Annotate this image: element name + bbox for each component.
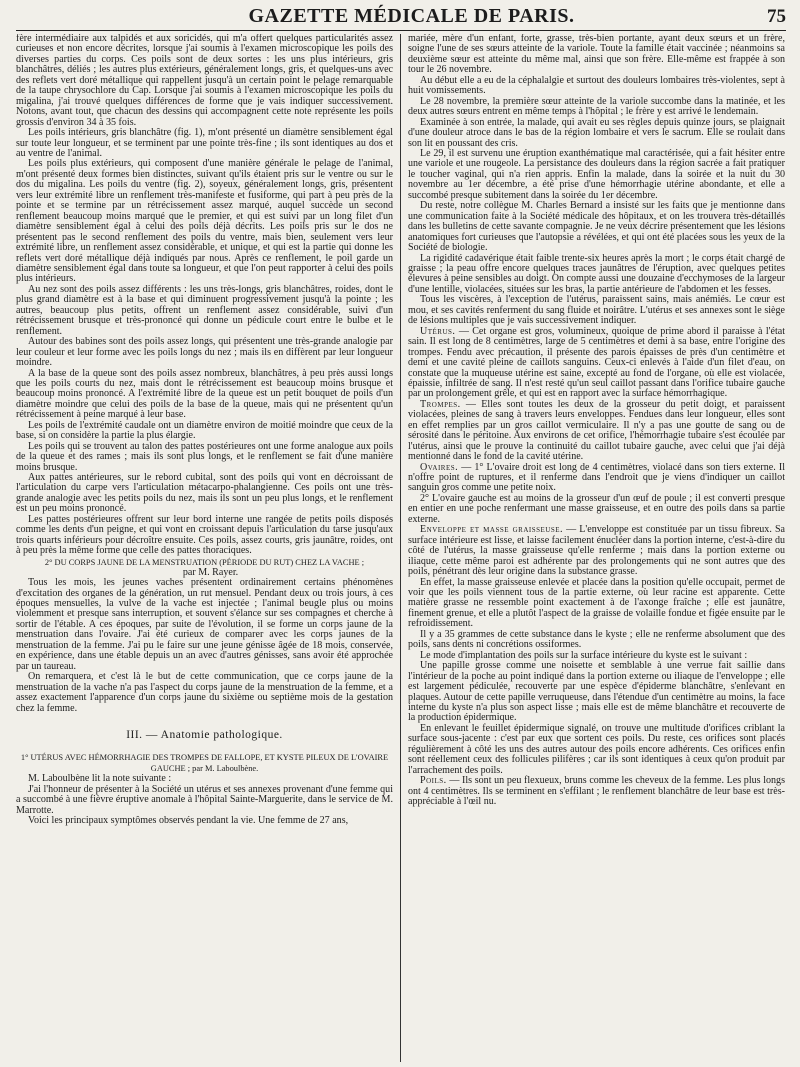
- paragraph: Une papille grosse comme une noisette et semblable à une verrue fait saillie dans l'intérieur de la poche au point indiqué dans la portion externe ou iliaque de l'enveloppe ; elle est largement pédiculée, recouverte par une espèce d'épiderme blanchâtre, s'enlevant en plaques. Autour de cette papille verruqueuse, dans l'étendue d'un centimètre au moins, la face interne du kyste n'a plus son aspect lisse ; mais elle est de même blanchâtre et recouverte de la production épidermique.: [408, 660, 785, 724]
- paragraph-label: Utérus.: [420, 325, 456, 337]
- paragraph: Autour des babines sont des poils assez longs, qui présentent une très-grande analogie par leur couleur et leur forme avec les poils longs du nez ; mais ils en diffèrent par leur longueur moindre.: [16, 336, 393, 369]
- paragraph: mariée, mère d'un enfant, forte, grasse, très-bien portante, ayant deux sœurs et un frère, soigne l'une de ses sœurs atteinte de la variole. Toute la famille était vaccinée ; néanmoins sa deuxième sœur est atteinte du même mal, ainsi que son frère. Elle-même est frappée à son tour le 26 novembre.: [408, 34, 785, 76]
- paragraph: Les pattes postérieures offrent sur leur bord interne une rangée de petits poils disposés comme les dents d'un peigne, et qui vont en croissant depuis l'articulation du tarse jusqu'aux trois quarts inférieurs pour décroître ensuite. Ces poils, assez courts, gris jaunâtre, roides, ont à peu près la même forme que celle des pattes thoraciques.: [16, 513, 393, 557]
- paragraph: En enlevant le feuillet épidermique signalé, on trouve une multitude d'orifices criblant la surface sous-jacente : c'est par eux que sortent ces poils. Du reste, ces orifices sont placés régulièrement à côté les uns des autres autour des poils encore adhérents. Ces orifices enfin sont réellement ceux des follicules pilifères ; car ils sont identiques à ceux qu'on produit par l'arrachement des poils.: [408, 722, 785, 776]
- left-column: [16, 34, 393, 1062]
- paragraph: Aux pattes antérieures, sur le rebord cubital, sont des poils qui vont en décroissant de l'articulation du carpe vers l'articulation métacarpo-phalangienne. Ces poils ont une très-grande analogie avec les petits poils du nez, mais ils sont un peu plus longs, et le renflement est un peu moins prononcé.: [16, 472, 393, 515]
- paragraph: A la base de la queue sont des poils assez nombreux, blanchâtres, à peu près aussi longs que les poils courts du nez, mais dont le rétrécissement est beaucoup moins brusque et beaucoup moins prononcé. A l'extrémité libre de la queue est un petit bouquet de poils d'un diamètre moindre que celui des poils de la base de la queue, mais qui ne présentent qu'un rétrécissement à peine marqué à leur base.: [16, 367, 393, 421]
- section-author: par M. Rayer.: [182, 566, 239, 578]
- page-header: [16, 0, 786, 31]
- paragraph: J'ai l'honneur de présenter à la Société un utérus et ses annexes provenant d'une femme qui a succombé à une fièvre éruptive anomale à l'hôpital Sainte-Marguerite, dans le service de M. Marrotte.: [16, 783, 393, 816]
- paragraph: Voici les principaux symptômes observés pendant la vie. Une femme de 27 ans,: [28, 815, 349, 827]
- paragraph: Les poils de l'extrémité caudale ont un diamètre environ de moitié moindre que ceux de la base, si on considère la partie la plus élargie.: [16, 419, 393, 442]
- paragraph-label: Trompes.: [420, 398, 461, 410]
- paragraph: [408, 400, 785, 463]
- paragraph: Examinée à son entrée, la malade, qui avait eu ses règles depuis quinze jours, se plaignait d'une douleur atroce dans le bas de la région lombaire et vers le sacrum. Elle se roulait dans son lit en poussant des cris.: [408, 116, 785, 149]
- paragraph: fère intermédiaire aux talpidés et aux soricidés, qui m'a offert quelques particularités assez curieuses et non encore décrites, lorsque j'ai soumis à l'examen microscopique les poils des diverses parties du corps. Ces poils sont de deux sortes : les uns plus intérieurs, gris blanchâtres, déliés ; les autres plus extérieurs, généralement longs, gris, et quelques-uns avec des reflets vert doré métallique qui rappellent jusqu'à un certain point le pelage remarquable de la taupe chrysochlore du Cap. Lorsque j'ai soumis à l'examen microscopique les poils du migalina, j'ai trouvé quelques différences de forme que je vais indiquer successivement. Notons, avant tout, que chacun des dessins qui accompagnent cette note représente les poils grossis d'environ 34 à 35 fois.: [16, 34, 393, 128]
- paragraph-label: Enveloppe et masse graisseuse.: [420, 524, 564, 536]
- running-title: GAZETTE MÉDICALE DE PARIS.: [248, 5, 575, 27]
- paragraph-text: — Elles sont toutes les deux de la grosseur du petit doigt, et paraissent violacées, pleines de sang à travers leurs enveloppes. Fendues dans leur longueur, elles sont en effet remplies par un gros caillot vermiculaire. Il n'y a pas une goutte de sang ou de sérosité dans le péritoine. Aux environs de cet orifice, l'hémorrhagie tubaire s'est écoulée par l'utérus, ainsi que le prouve la continuité du caillot tubaire gauche, avec celui que j'ai déjà mentionné dans le fond de la cavité utérine.: [408, 398, 785, 463]
- paragraph: [408, 327, 785, 400]
- paragraph-text: — Cet organe est gros, volumineux, quoique de prime abord il paraisse à l'état sain. Il est long de 8 centimètres, large de 5 centimètres et demi à sa base, entre l'origine des trompes. Fendu avec précaution, il présente des parois épaisses de près d'un centimètre et demi et une cavité pleine de caillots sanguins. Ceux-ci enlevés à l'aide d'un filet d'eau, on constate que la muqueuse utérine est saine, excepté au fond de l'organe, où elle est violacée, épaissie, infiltrée de sang. Il n'est resté qu'un seul caillot passant dans l'orifice tubaire gauche par un prolongement grêle, et qui est en rapport avec la surface hémorrhagique.: [408, 325, 785, 400]
- paragraph: Tous les viscères, à l'exception de l'utérus, paraissent sains, mais anémiés. Le cœur est mou, et ses cavités renferment du sang fluide et noirâtre. L'utérus et ses annexes sont le siège de lésions multiples que je vais successivement indiquer.: [408, 294, 785, 327]
- section-heading: 2° DU CORPS JAUNE DE LA MENSTRUATION (PÉRIODE DU RUT) CHEZ LA VACHE ;: [44, 557, 365, 567]
- paragraph: [408, 463, 785, 494]
- paragraph: La rigidité cadavérique était faible trente-six heures après la mort ; le corps était chargé de graisse ; la peau offre encore quelques traces jaunâtres de l'éruption, avec quelques petites élevures à peine sensibles au doigt. On compte aussi une douzaine d'ecchymoses de la largeur d'une lentille, violacées, situées sur les bras, la partie antérieure de l'abdomen et les fesses.: [408, 252, 785, 295]
- paragraph: Les poils intérieurs, gris blanchâtre (fig. 1), m'ont présenté un diamètre sensiblement égal sur toute leur longueur, et se terminent par une pointe très-fine ; ils sont identiques au dos et au ventre de l'animal.: [16, 127, 393, 159]
- paragraph-label: Poils.: [420, 775, 447, 787]
- chapter-heading: III. — Anatomie pathologique.: [126, 729, 283, 741]
- paragraph: En effet, la masse graisseuse enlevée et placée dans la position qu'elle occupait, permet de voir que les poils viennent tous de la partie externe, où leur racine est apparente. Cette matière grasse ne ressemble point exactement à de l'axonge fraîche ; elle est jaunâtre, finement grenue, et elle a plutôt l'aspect de la graisse de volaille fondue et figée ensuite par le refroidissement.: [408, 576, 785, 630]
- page-number: 75: [767, 6, 786, 27]
- paragraph: [408, 525, 785, 577]
- paragraph: Du reste, notre collègue M. Charles Bernard a insisté sur les faits que je mentionne dans une communication faite à la Société médicale des hôpitaux, et on les trouvera très-détaillés dans les bulletins de cette savante compagnie. Je ne veux décrire présentement que les lésions anatomiques fort curieuses que l'autopsie a révélées, et qui ont été placées sous les yeux de la Société de biologie.: [408, 200, 785, 254]
- paragraph: Il y a 35 grammes de cette substance dans le kyste ; elle ne renferme absolument que des poils, sans dents ni concrétions ossiformes.: [408, 628, 785, 651]
- paragraph: M. Laboulbène lit la note suivante :: [28, 773, 172, 785]
- paragraph: Au nez sont des poils assez différents : les uns très-longs, gris blanchâtres, roides, dont le plus grand diamètre est à la base et qui diminuent progressivement jusqu'à la pointe ; les autres, beaucoup plus petits, offrent un renflement assez considérable, suivi d'un rétrécissement brusque et très-prononcé qui donne un pédicule court entre le bulbe et le renflement.: [16, 283, 393, 337]
- paragraph: Le 29, il est survenu une éruption exanthématique mal caractérisée, qui a fait hésiter entre une variole et une rougeole. La persistance des douleurs dans la région sacrée a fait pratiquer le toucher vaginal, qui n'a rien appris. Enfin la malade, dans la soirée et la nuit du 30 novembre au 1er décembre, a été prise d'une hémorrhagie utérine abondante, et elle a succombé presque subitement dans la soirée du 1er décembre.: [408, 147, 785, 201]
- paragraph: On remarquera, et c'est là le but de cette communication, que ce corps jaune de la menstruation de la vache n'a pas l'aspect du corps jaune de la menstruation de la femme, et a assez exactement l'apparence d'un corps jaune du sixième ou septième mois de la gestation chez la femme.: [16, 671, 393, 714]
- paragraph-label: Ovaires.: [420, 461, 459, 473]
- paragraph: Au début elle a eu de la céphalalgie et surtout des douleurs lombaires très-violentes, sept à huit vomissements.: [408, 74, 785, 97]
- section-heading: 1° UTÉRUS AVEC HÉMORRHAGIE DES TROMPES DE FALLOPE, ET KYSTE PILEUX DE L'OVAIRE GAUCHE ; par M. Laboulbène.: [20, 753, 389, 774]
- column-divider: [400, 34, 401, 1062]
- paragraph: Le 28 novembre, la première sœur atteinte de la variole succombe dans la matinée, et les deux autres sœurs entrent en même temps à l'hôpital ; le frère y est arrivé le lendemain.: [408, 95, 785, 118]
- paragraph: Les poils qui se trouvent au talon des pattes postérieures ont une forme analogue aux poils de la queue et des rames ; mais ils sont plus longs, et le renflement se fait d'une manière moins brusque.: [16, 440, 393, 473]
- paragraph: Tous les mois, les jeunes vaches présentent ordinairement certains phénomènes d'excitation des organes de la génération, un rut mensuel. Pendant deux ou trois jours, à ces époques mensuelles, la vulve de la vache est injectée ; l'animal beugle plus ou moins violemment et presque sans interruption, et souvent s'élance sur ses compagnes et cherche à sortir de l'étable. A ces époques, par suite de l'évolution, il se forme un corps jaune de la menstruation dans l'ovaire. J'ai été curieux de comparer avec les corps jaunes de la menstruation de la femme. J'ai pu le faire sur une jeune génisse âgée de 18 mois, conservée, en expérience, dans une étable depuis un an avec d'autres génisses, sans avoir été approchée par un taureau.: [16, 577, 393, 672]
- paragraph: Le mode d'implantation des poils sur la surface intérieure du kyste est le suivant :: [420, 649, 748, 661]
- paragraph: 2° L'ovaire gauche est au moins de la grosseur d'un œuf de poule ; il est converti presque en entier en une poche renfermant une masse graisseuse, et en outre des poils dans sa partie externe.: [408, 492, 785, 525]
- paragraph: [408, 776, 785, 807]
- right-column: [408, 34, 785, 1062]
- two-column-body: [16, 34, 786, 1062]
- paragraph-text: — Ils sont un peu flexueux, bruns comme les cheveux de la femme. Les plus longs ont 4 centimètres. Ils se terminent en s'effilant ; le renflement blanchâtre de leur base est très-appréciable à l'œil nu.: [408, 775, 785, 808]
- paragraph-text: — 1° L'ovaire droit est long de 4 centimètres, violacé dans son tiers externe. Il n'offre point de ruptures, et il renferme dans l'endroit que je viens d'indiquer un caillot sanguin gros comme une petite noix.: [408, 461, 785, 494]
- paragraph-text: — L'enveloppe est constituée par un tissu fibreux. Sa surface intérieure est lisse, et laisse facilement énucléer dans la portion interne, c'est-à-dire du côté de l'utérus, la masse graisseuse qu'elle renferme ; mais dans la portion externe ou iliaque, cette même paroi est adhérente par des prolongements qui ne sont autres que des poils, pénétrant dès leur origine dans la substance grasse.: [408, 524, 785, 578]
- paragraph: Les poils plus extérieurs, qui composent d'une manière générale le pelage de l'animal, m'ont présenté deux formes bien distinctes, suivant qu'ils étaient pris sur le ventre ou sur le dos du migalina. Les poils du ventre (fig. 2), soyeux, généralement longs, gris, présentent vers leur extrémité libre un renflement très-manifeste et fusiforme, qui part à peu près de la pointe et se termine par un rétrécissement assez marqué, auquel succède un second renflement beaucoup moins marqué que le premier, et qui est suivi par un long filet d'un diamètre sensiblement égal à celui des poils déjà décrits. Les poils pris sur le dos ne présentent pas le second renflement des poils du ventre, mais bien, seulement vers leur extrémité libre, un renflement assez considérable, et unique, et qui est la partie qui donne les reflets vert doré métallique déjà indiqués par nous. Après ce renflement, le poil garde un diamètre sensiblement égal dans toute sa longueur, et que l'on peut rapporter à celui des poils plus intérieurs.: [16, 158, 393, 285]
